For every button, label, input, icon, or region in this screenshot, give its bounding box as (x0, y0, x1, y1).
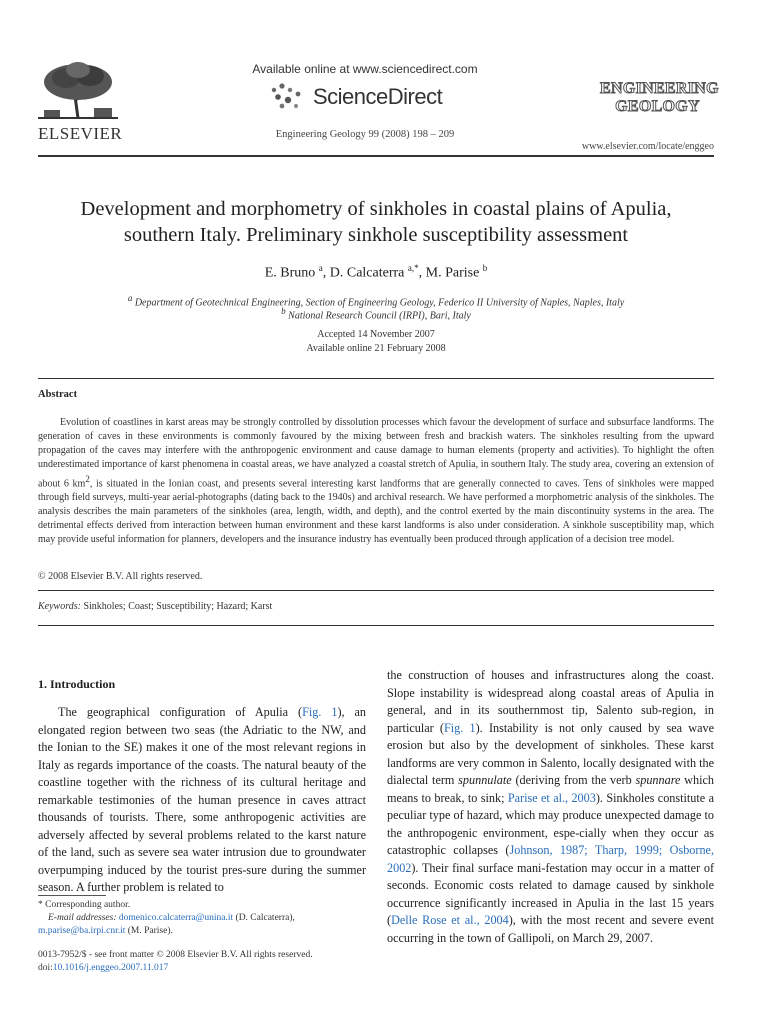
abstract-text-part1: Evolution of coastlines in karst areas may be strongly controlled by dissolution processes which favour the development of surface and subsurface landforms. The generation of caves in these environments is commonly favoured by the mixing between fresh and brackish waters. The sinkholes resulting from the upward propagation of the caves may interfere with the anthropogenic environment and cause damage to human elements (property and activities). To highlight the often underestimated importance of karst phenomena in coastal areas, we have analyzed a coastal stretch of Apulia, in southern Italy. The study area, covering an extension of about 6 km (38, 417, 714, 490)
footnote-divider (38, 895, 106, 896)
keywords-list: Sinkholes; Coast; Susceptibility; Hazard; Karst (83, 601, 273, 612)
publisher-name: ELSEVIER (38, 124, 123, 143)
keywords-line (38, 601, 272, 612)
doi-label: doi: (38, 963, 53, 973)
article-title-line1: Development and morphometry of sinkholes in coastal plains of Apulia, (80, 198, 672, 220)
abstract-top-divider (38, 378, 714, 379)
text-run: which means to break, to sink; (387, 773, 714, 805)
journal-logo-line1: ENGINEERING (600, 80, 719, 97)
citation-link[interactable]: Johnson, 1987; Tharp, 1999; Osborne, 2002 (387, 843, 714, 875)
affiliation-mark: b (281, 306, 286, 316)
abstract-copyright: © 2008 Elsevier B.V. All rights reserved. (38, 571, 203, 582)
author-list: E. Bruno $^a$, D. Calcaterra $^{a,*}$, M. Parise $^b$ (264, 263, 488, 281)
email-owner: (D. Calcaterra), (233, 913, 295, 923)
author-name: E. Bruno (264, 265, 316, 281)
abstract-superscript: 2 (85, 474, 90, 484)
sciencedirect-dots-icon (268, 80, 308, 112)
text-run: The geographical configuration of Apulia ( (58, 705, 303, 719)
accepted-date: Accepted 14 November 2007 (317, 329, 435, 340)
corresponding-author-note: * Corresponding author. (38, 900, 131, 910)
figure-link[interactable]: Fig. 1 (302, 705, 338, 719)
journal-url-link[interactable]: www.elsevier.com/locate/enggeo (581, 141, 714, 152)
intro-paragraph-right (387, 667, 714, 947)
doi-line (38, 962, 366, 975)
affiliation-b (38, 306, 714, 321)
intro-paragraph-left (38, 704, 366, 897)
italic-term: spunnare (635, 773, 681, 787)
author-affiliation-mark: a (318, 263, 323, 273)
sciencedirect-wordmark[interactable]: ScienceDirect (313, 84, 443, 109)
text-run: ), an elongated region between two seas (the Adriatic to the NW, and the Ionian to the SE) makes it one of the most relevant regions in Italy as regards importance of the coasts. The natural beauty of the coastline together with the richness of its cultural heritage and remarkable testimonies of the human presence in caves attract thousands of tourists. There, some anthropogenic activities are adversely affected by several problems related to the karst nature of the land, such as severe sea water intrusion due to groundwater overpumping induced by the tourist pres-sure during the summer season. A further problem is related to (38, 705, 367, 894)
issn-line: 0013-7952/$ - see front matter © 2008 Elsevier B.V. All rights reserved. (38, 950, 313, 960)
elsevier-tree-icon (38, 60, 118, 122)
email-link[interactable]: m.parise@ba.irpi.cnr.it (38, 926, 126, 936)
available-online-text[interactable]: Available online at www.sciencedirect.com (252, 62, 478, 76)
header-divider (38, 155, 714, 157)
section-heading-introduction: 1. Introduction (38, 677, 116, 691)
email-line-1 (38, 912, 376, 925)
citation-link[interactable]: Parise et al., 2003 (507, 790, 596, 805)
email-link[interactable]: domenico.calcaterra@unina.it (118, 913, 234, 923)
text-run: (deriving from the verb (511, 773, 636, 787)
email-line-2 (38, 925, 366, 938)
abstract-text-part2: , is situated in the Ionian coast, and presents several interesting karst landforms that are generally connected to caves. Tens of sinkholes were mapped through field surveys, multi-year aerial-photographs (dating back to the 1940s) and archival research. We have performed a morphometric analysis of the sinkholes. The analysis describes the main parameters of the sinkholes (area, length, width, and depth), and the control exerted by the main discontinuity systems in the area. The detrimental effects derived from interaction between human environment and these karst landforms is also under consideration. A sinkhole susceptibility map, which may provide useful information for planners, developers and the insurance industry has eventually been produced through application of a decision tree model. (38, 478, 714, 546)
author-name: D. Calcaterra (329, 265, 405, 281)
keywords-label: Keywords: (38, 601, 81, 612)
keywords-divider (38, 590, 714, 591)
text-run: ), with the most recent and severe event occurring in the town of Gallipoli, on March 29, 2007. (387, 913, 714, 945)
journal-logo-line2: GEOLOGY (615, 98, 700, 115)
text-run: ). Sinkholes constitute a peculiar type of hazard, which may produce unexpected damage to the anthropogenic environment, espe-cially when they occur as catastrophic collapses ( (387, 790, 714, 857)
journal-citation: Engineering Geology 99 (2008) 198 – 209 (275, 129, 455, 140)
text-run: ). Their final surface mani-festation may occur in a matter of seconds. Economic costs related to damage caused by sinkhole occurrence significantly increased in Apulia in the last 15 years ( (387, 860, 714, 927)
available-online-date: Available online 21 February 2008 (306, 343, 446, 354)
affiliation-mark: a (127, 293, 133, 303)
text-run: ). Instability is not only caused by sea wave erosion but also by the development of sinkholes. These karst landforms are very common in Salento, locally designated with the dialectal term (387, 720, 714, 787)
journal-logo (600, 80, 719, 116)
email-owner: (M. Parise). (125, 926, 173, 936)
affiliation-text: Department of Geotechnical Engineering, Section of Engineering Geology, Federico II University of Naples, Naples, Italy (134, 297, 625, 309)
article-title (38, 196, 714, 248)
author-name: M. Parise (425, 265, 480, 281)
keywords-bottom-divider (38, 625, 714, 626)
figure-link[interactable]: Fig. 1 (443, 720, 476, 735)
author-affiliation-mark: a,* (407, 263, 419, 273)
article-title-line2: southern Italy. Preliminary sinkhole susceptibility assessment (123, 224, 629, 246)
citation-link[interactable]: Delle Rose et al., 2004 (391, 913, 509, 927)
abstract-body (38, 416, 714, 547)
abstract-heading: Abstract (38, 389, 78, 400)
author-affiliation-mark: b (482, 263, 488, 273)
doi-link[interactable]: 10.1016/j.enggeo.2007.11.017 (52, 963, 169, 973)
text-run: the construction of houses and infrastructures along the coast. Slope instability is widespread along coastal areas of Apulia in general, and in its southernmost tip, Salento sub-region, in particular ( (387, 668, 714, 735)
italic-term: spunnulate (458, 773, 512, 787)
affiliation-text: National Research Council (IRPI), Bari, Italy (288, 310, 471, 322)
email-label: E-mail addresses: (48, 913, 117, 923)
